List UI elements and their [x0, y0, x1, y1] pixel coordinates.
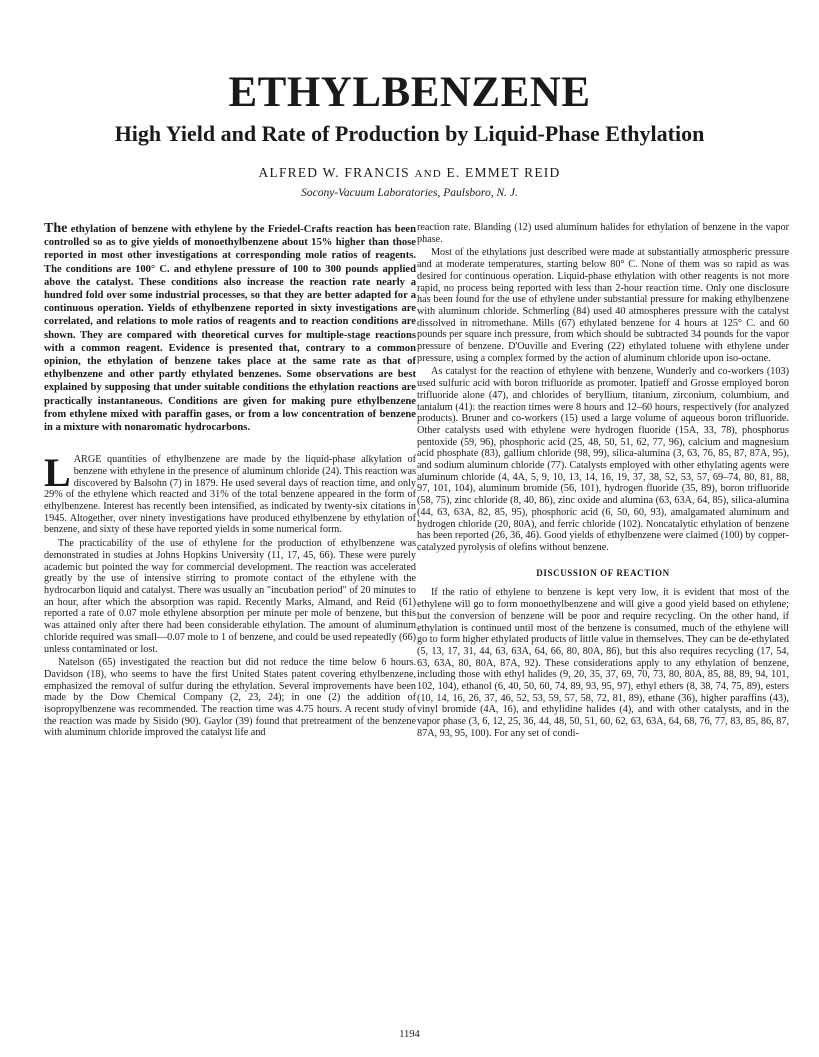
- author-reid: E. EMMET REID: [446, 165, 561, 180]
- affiliation: Socony-Vacuum Laboratories, Paulsboro, N. J.: [301, 187, 518, 199]
- author-line: [0, 165, 819, 181]
- body-paragraph: As catalyst for the reaction of ethylene with benzene, Wunderly and co-workers (103) used sulfuric acid with boron trifluoride as promoter. Ipatieff and Grosse employed boron trifluoride alone (47), and chlorides of beryllium, titanium, zirconium, columbium, and tantalum (41): the reaction times were 8 hours and 12–60 hours, respectively (for analyzed products). Bruner and co-workers (15) used a large volume of aqueous boron trifluoride. Other catalysts used with ethylene were hydrogen fluoride (15A, 33, 78), phosphorus pentoxide (59, 96), phosphoric acid (25, 48, 50, 51, 62, 77, 96), calcium and magnesium acid phosphate (83), gallium chloride (98, 99), silica-alumina (3, 63, 76, 85, 87, 87A, 95), and sodium aluminum chloride (77). Catalysts employed with other ethylating agents were aluminum chloride (4, 4A, 5, 9, 10, 13, 14, 16, 19, 37, 38, 52, 53, 57, 69–74, 80, 81, 88, 97, 101, 104), aluminum bromide (56, 101), hydrogen fluoride (35, 89), boron trifluoride (58, 75), zinc chloride (8, 40, 86), zinc oxide and alumina (63, 63A, 64, 85), silica-alumina (44, 63, 63A, 82, 85, 95), phosphoric acid (6, 50, 60, 93), amalgamated aluminum and hydrogen chloride (20, 80A), and ferric chloride (102). Noncatalytic ethylation of benzene has been reported (26, 36, 46). Good yields of ethylbenzene were claimed (100) by copper-catalyzed pyrolysis of olefins without benzene.: [417, 366, 789, 553]
- page-number: 1194: [399, 1029, 420, 1040]
- article-title: ETHYLBENZENE: [228, 69, 591, 116]
- intro-paragraph-text: ARGE quantities of ethylbenzene are made by the liquid-phase alkylation of benzene with ethylene in the presence of aluminum chloride (24). This reaction was discovered by Balsohn (7) in 1879. He used several days of reaction time, and only 29% of the ethylene which reacted and 31% of the total benzene appeared in the form of ethylbenzene. Interest has recently been intensified, as indicated by twenty-six citations in 1945. Altogether, over ninety investigations have produced ethylbenzene by ethylation of benzene, and sixty of these have reported yields in some numerical form.: [44, 454, 416, 536]
- author-conjunction: AND: [414, 168, 442, 180]
- left-column: [44, 222, 416, 1020]
- body-paragraph: If the ratio of ethylene to benzene is kept very low, it is evident that most of the ethylene will go to form monoethylbenzene and will give a good yield based on ethylene; but the conversion of benzene will be poor and require recycling. On the other hand, if ethylation is continued until most of the benzene is consumed, much of the ethylene will go to form higher ethylated products of little value in themselves. They can be de-ethylated (5, 13, 17, 31, 44, 63, 63A, 64, 66, 80, 80A, 86), but this also requires recycling (17, 54, 63, 63A, 80, 80A, 87A, 92). These considerations apply to any ethylation of benzene, including those with ethyl halides (9, 20, 35, 37, 69, 70, 73, 80, 80A, 85, 88, 89, 94, 101, 102, 104), ethanol (6, 40, 50, 60, 74, 89, 93, 95, 97), ethyl ethers (8, 38, 74, 75, 89), esters (10, 14, 16, 26, 37, 46, 52, 53, 59, 57, 58, 72, 81, 89), ethane (36), higher paraffins (43), vinyl bromide (4A, 16), and ethylidine halides (4), and with other catalysts, and in the vapor phase (3, 6, 12, 25, 36, 44, 48, 50, 51, 60, 62, 63, 63A, 64, 68, 76, 77, 83, 85, 86, 87, 87A, 93, 95, 100). For any set of condi-: [417, 587, 789, 739]
- body-paragraph: Most of the ethylations just described were made at substantially atmospheric pressure and at moderate temperatures, starting below 80° C. None of them was so rapid as was desired for continuous operation. Liquid-phase ethylation with other reagents is not more rapid, no process being reported with less than 2-hour reaction time. Only one disclosure has been found for the use of ethylene under substantial pressure for making ethylbenzene with aluminum chloride. Schmerling (84) used 40 atmospheres pressure with the catalyst dissolved in nitromethane. Mills (67) ethylated benzene for 4 hours at 125° C. and 60 pounds per square inch pressure, from which should be subtracted 34 pounds for the vapor pressure of benzene. D'Ouville and Evering (22) ethylated toluene with ethylene under pressure, using a complex formed by the action of aluminum chloride upon iso-octane.: [417, 247, 789, 364]
- abstract-text: ethylation of benzene with ethylene by the Friedel-Crafts reaction has been controlled so as to give yields of monoethylbenzene about 15% higher than those reported in most other investigations at corresponding mole ratios of reagents. The conditions are 100° C. and ethylene pressure of 100 to 300 pounds applied above the catalyst. These conditions also increase the reaction rate nearly a hundred fold over some industrial processes, so that they are better adapted for a continuous operation. Yields of ethylbenzene reported in sixty investigations are correlated, and relations to mole ratios of reagents and to reaction conditions are shown. They are compared with theoretical curves for multiple-stage reactions with a common reagent. Evidence is presented that, contrary to a common opinion, the ethylation of benzene takes place at the same rate as that of ethylbenzene and other partly ethylated benzenes. Some observations are best explained by supposing that under suitable conditions the ethylation reactions are practically instantaneous. Conditions are given for making pure ethylbenzene from ethylene mixed with paraffin gases, or from a low concentration of benzene in a mixture with nonaromatic hydrocarbons.: [44, 224, 416, 434]
- right-column: [417, 222, 789, 1020]
- abstract: [44, 222, 416, 434]
- author-francis: ALFRED W. FRANCIS: [258, 165, 410, 180]
- body-paragraph: reaction rate. Blanding (12) used aluminum halides for ethylation of benzene in the vapor phase.: [417, 222, 789, 245]
- section-heading: DISCUSSION OF REACTION: [536, 567, 670, 578]
- article-subtitle: High Yield and Rate of Production by Liquid-Phase Ethylation: [114, 121, 705, 146]
- body-paragraph: The practicability of the use of ethylene for the production of ethylbenzene was demonstrated in studies at Johns Hopkins University (11, 17, 45, 66). These were purely academic but pointed the way for commercial development. The reaction was accelerated greatly by the use of intensive stirring to promote contact of the ethylene with the hydrocarbon liquid and catalyst. There was usually an "incubation period" of 20 minutes to an hour, after which the absorption was rapid. Recently Marks, Almand, and Reid (61) reported a rate of 0.07 mole ethylene absorption per minute per mole of benzene, but this was attained only after there had been considerable ethylation. The amount of aluminum chloride required was small—0.07 mole to 1 of benzene, and could be used repeatedly (66) unless contaminated or lost.: [44, 538, 416, 655]
- drop-cap-letter: L: [44, 450, 71, 496]
- body-paragraph: Natelson (65) investigated the reaction but did not reduce the time below 6 hours. Davidson (18), who seems to have the first United States patent covering ethylbenzene, emphasized the removal of sulfur during the ethylation. Several improvements have been made by the Dow Chemical Company (2, 23, 24); in one (2) the addition of isopropylbenzene was recommended. The reaction time was 4.75 hours. A recent study of the reaction was made by Sisido (90). Gaylor (39) found that pretreatment of the benzene with aluminum chloride improved the catalyst life and: [44, 657, 416, 739]
- abstract-first-word: The: [44, 222, 68, 236]
- intro-paragraph: [44, 450, 416, 536]
